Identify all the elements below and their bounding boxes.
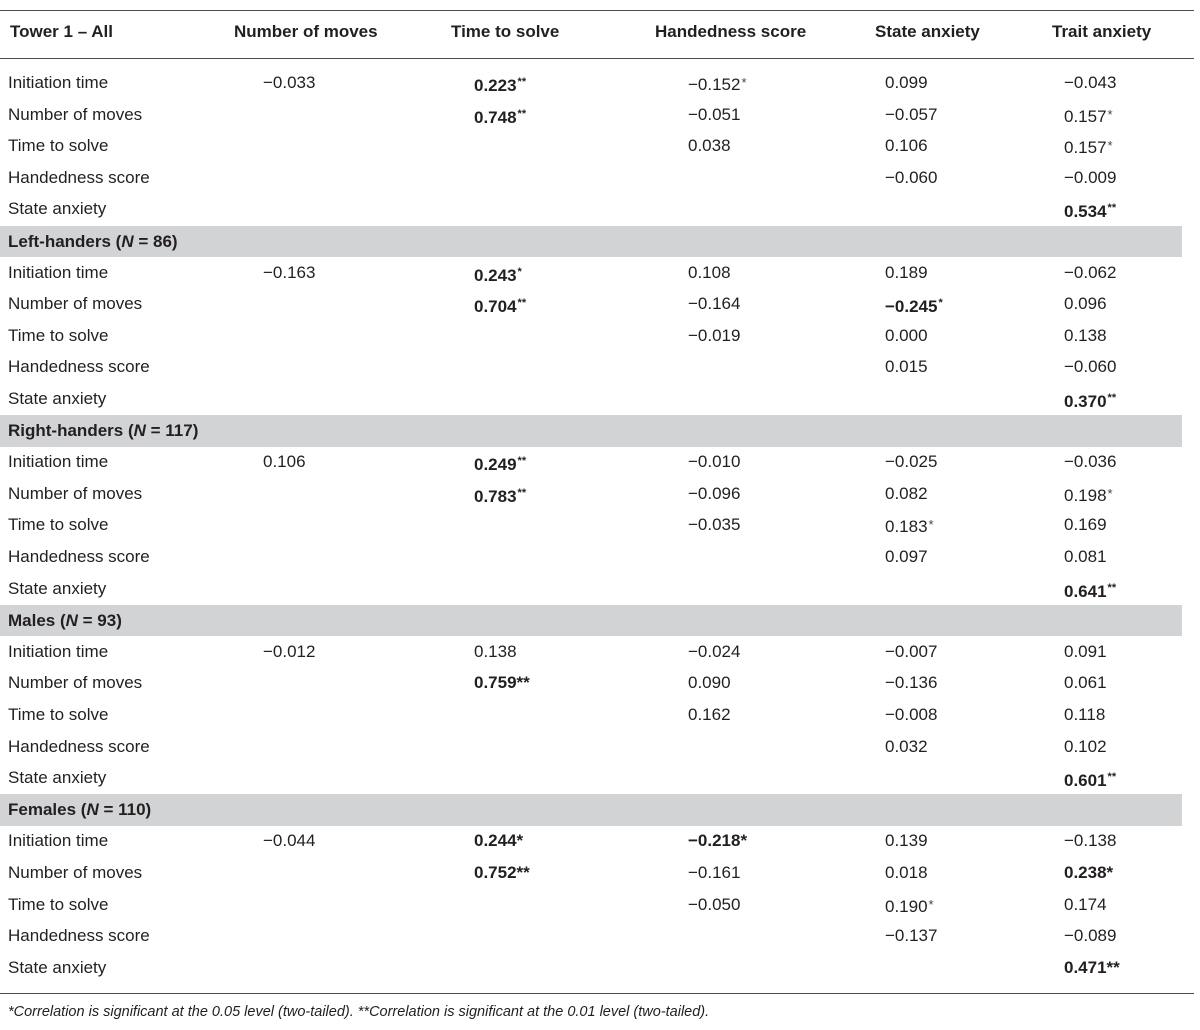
- table-row: [0, 99, 1182, 131]
- row-label: Number of moves: [8, 294, 143, 314]
- cell-value: −0.152: [688, 75, 741, 94]
- section-n-value: = 93): [77, 610, 122, 630]
- header-rule: [0, 58, 1194, 59]
- section-label-text: Left-handers (: [8, 231, 122, 251]
- row-label: Initiation time: [8, 831, 109, 851]
- cell-value: −0.161: [688, 863, 741, 882]
- section-label-text: Females (: [8, 800, 87, 820]
- table-row: [0, 478, 1182, 510]
- table-cell: [474, 99, 614, 134]
- table-row: [0, 288, 1182, 320]
- cell-value: 0.752**: [474, 863, 530, 882]
- table-cell: [688, 288, 828, 320]
- table-row: [0, 667, 1182, 699]
- section-n-symbol: N: [121, 231, 134, 251]
- section-header: [0, 794, 1182, 826]
- table-row: [0, 193, 1182, 225]
- row-label: Initiation time: [8, 262, 109, 282]
- table-cell: [474, 825, 614, 857]
- table-row: [0, 257, 1182, 289]
- cell-value: −0.051: [688, 104, 741, 124]
- section-label-text: Males (: [8, 610, 66, 630]
- table-cell: [1064, 857, 1200, 889]
- footnote: *Correlation is significant at the 0.05 level (two-tailed). **Correlation is significant at the 0.01 level (two-tailed).: [8, 1004, 710, 1020]
- table-cell: [1064, 541, 1200, 573]
- row-label: Handedness score: [8, 736, 150, 756]
- row-label: Handedness score: [8, 547, 150, 566]
- table-row: [0, 952, 1182, 984]
- table-cell: [1064, 573, 1200, 608]
- section-label: [8, 605, 122, 637]
- table-cell: [688, 636, 828, 668]
- table-cell: [1064, 288, 1200, 320]
- cell-value: 0.189: [885, 262, 928, 282]
- cell-value: 0.097: [885, 547, 928, 566]
- cell-value: 0.091: [1064, 641, 1107, 661]
- cell-value: −0.012: [263, 641, 316, 661]
- table-cell: [1064, 193, 1200, 228]
- cell-value: −0.007: [885, 641, 938, 661]
- cell-value: −0.050: [688, 894, 741, 914]
- header-handedness-score: Handedness score: [655, 22, 807, 41]
- cell-value: 0.704: [474, 297, 517, 317]
- significance-mark: *: [1107, 138, 1113, 154]
- table-cell: [263, 825, 403, 857]
- table-row: [0, 67, 1182, 99]
- cell-value: −0.218*: [688, 831, 748, 851]
- row-label: Time to solve: [8, 325, 109, 345]
- significance-mark: **: [517, 107, 527, 120]
- table-cell: [1064, 130, 1200, 164]
- cell-value: 0.183: [885, 517, 928, 537]
- table-row: [0, 320, 1182, 352]
- header-state-anxiety: State anxiety: [875, 22, 980, 41]
- table-cell: [1064, 667, 1200, 699]
- table-cell: [885, 99, 1025, 131]
- cell-value: 0.198: [1064, 485, 1107, 505]
- table-cell: [885, 667, 1025, 699]
- table-cell: [688, 509, 828, 541]
- row-label: Time to solve: [8, 705, 109, 724]
- cell-value: −0.137: [885, 926, 938, 946]
- section-header: [0, 226, 1182, 258]
- cell-value: 0.090: [688, 673, 731, 693]
- cell-value: −0.019: [688, 325, 741, 345]
- table-cell: [1064, 351, 1200, 383]
- table-cell: [1064, 731, 1200, 763]
- significance-mark: **: [517, 486, 527, 499]
- table-row: [0, 731, 1182, 763]
- cell-value: 0.082: [885, 483, 928, 503]
- table-cell: [885, 288, 1025, 323]
- cell-value: 0.032: [885, 736, 928, 756]
- cell-value: −0.024: [688, 641, 741, 661]
- cell-value: 0.102: [1064, 736, 1107, 756]
- cell-value: 0.748: [474, 107, 517, 127]
- table-cell: [474, 478, 614, 513]
- cell-value: 0.118: [1064, 705, 1106, 724]
- table-cell: [885, 857, 1025, 889]
- cell-value: 0.138: [474, 641, 517, 661]
- cell-value: 0.601: [1064, 771, 1107, 791]
- table-cell: [688, 825, 828, 857]
- cell-value: 0.106: [885, 136, 928, 156]
- significance-mark: *: [741, 75, 747, 90]
- table-cell: [1064, 952, 1200, 984]
- table-cell: [1064, 478, 1200, 512]
- row-label: Handedness score: [8, 926, 150, 946]
- table-row: [0, 383, 1182, 415]
- table-row: [0, 573, 1182, 605]
- table-row: [0, 825, 1182, 857]
- cell-value: 0.162: [688, 705, 731, 724]
- cell-value: 0.139: [885, 831, 928, 851]
- table-row: [0, 162, 1182, 194]
- cell-value: 0.081: [1064, 547, 1107, 566]
- cell-value: 0.106: [263, 452, 306, 472]
- row-label: State anxiety: [8, 578, 107, 598]
- table-cell: [1064, 257, 1200, 289]
- table-cell: [474, 636, 614, 668]
- cell-value: 0.157: [1064, 106, 1107, 126]
- cell-value: −0.033: [263, 73, 316, 92]
- table-cell: [474, 288, 614, 323]
- table-cell: [1064, 446, 1200, 478]
- table-cell: [1064, 99, 1200, 133]
- cell-value: −0.036: [1064, 452, 1117, 472]
- row-label: Time to solve: [8, 515, 109, 535]
- table-row: [0, 541, 1182, 573]
- section-n-symbol: N: [133, 421, 146, 441]
- table-cell: [885, 130, 1025, 162]
- row-label: Time to solve: [8, 136, 109, 156]
- row-label: Number of moves: [8, 104, 143, 124]
- table-cell: [474, 257, 614, 292]
- cell-value: −0.089: [1064, 926, 1117, 946]
- cell-value: −0.062: [1064, 262, 1117, 282]
- table-row: [0, 857, 1182, 889]
- table-cell: [1064, 889, 1200, 921]
- cell-value: 0.190: [885, 896, 928, 916]
- section-label: [8, 415, 198, 447]
- table-cell: [1064, 920, 1200, 952]
- significance-mark: *: [1107, 106, 1113, 122]
- cell-value: 0.759**: [474, 673, 530, 693]
- cell-value: −0.136: [885, 673, 938, 693]
- header-trait-anxiety: Trait anxiety: [1052, 22, 1152, 41]
- table-cell: [688, 478, 828, 510]
- cell-value: 0.370: [1064, 392, 1107, 411]
- table-cell: [1064, 825, 1200, 857]
- cell-value: 0.099: [885, 73, 928, 92]
- table-cell: [885, 541, 1025, 573]
- table-row: [0, 889, 1182, 921]
- row-label: Initiation time: [8, 641, 109, 661]
- cell-value: 0.244*: [474, 831, 524, 851]
- cell-value: 0.223: [474, 76, 517, 95]
- table-cell: [885, 67, 1025, 99]
- table-cell: [474, 446, 614, 481]
- cell-value: 0.018: [885, 863, 928, 882]
- significance-mark: **: [1107, 581, 1117, 594]
- header-time-to-solve: Time to solve: [451, 22, 560, 41]
- table-row: [0, 699, 1182, 731]
- cell-value: 0.783: [474, 486, 517, 506]
- table-cell: [1064, 383, 1200, 418]
- cell-value: 0.249: [474, 455, 517, 475]
- table-cell: [885, 446, 1025, 478]
- section-n-value: = 86): [133, 231, 178, 251]
- row-label: Handedness score: [8, 357, 150, 377]
- row-label: State anxiety: [8, 389, 107, 408]
- table-cell: [263, 257, 403, 289]
- table-row: [0, 351, 1182, 383]
- cell-value: −0.043: [1064, 73, 1117, 92]
- section-header: [0, 605, 1182, 637]
- significance-mark: *: [928, 896, 934, 912]
- section-header: [0, 415, 1182, 447]
- table-cell: [263, 446, 403, 478]
- table-cell: [885, 257, 1025, 289]
- row-label: Initiation time: [8, 452, 109, 472]
- table-cell: [885, 699, 1025, 731]
- row-label: Handedness score: [8, 167, 150, 187]
- significance-mark: *: [517, 265, 522, 278]
- section-n-symbol: N: [65, 610, 78, 630]
- table-row: [0, 762, 1182, 794]
- cell-value: −0.138: [1064, 831, 1117, 851]
- cell-value: 0.061: [1064, 673, 1107, 693]
- table-cell: [885, 920, 1025, 952]
- cell-value: 0.015: [885, 357, 928, 377]
- table-row: [0, 130, 1182, 162]
- table-cell: [688, 446, 828, 478]
- cell-value: −0.009: [1064, 167, 1117, 187]
- significance-mark: *: [928, 517, 934, 533]
- table-cell: [688, 130, 828, 162]
- significance-mark: **: [1107, 202, 1117, 215]
- row-label: Initiation time: [8, 73, 109, 92]
- cell-value: −0.163: [263, 262, 316, 282]
- significance-mark: *: [938, 297, 943, 310]
- cell-value: 0.174: [1064, 894, 1107, 914]
- cell-value: −0.060: [1064, 357, 1117, 377]
- table-cell: [474, 857, 614, 889]
- table-row: [0, 509, 1182, 541]
- table-cell: [688, 889, 828, 921]
- significance-mark: **: [517, 455, 527, 468]
- header-corner: Tower 1 – All: [10, 22, 113, 41]
- table-cell: [263, 67, 403, 99]
- section-n-value: = 110): [98, 800, 152, 820]
- cell-value: 0.108: [688, 262, 731, 282]
- table-cell: [885, 320, 1025, 352]
- table-cell: [1064, 67, 1200, 99]
- section-n-symbol: N: [86, 800, 99, 820]
- table-cell: [885, 509, 1025, 543]
- table-cell: [885, 636, 1025, 668]
- cell-value: 0.641: [1064, 581, 1107, 601]
- table-row: [0, 446, 1182, 478]
- row-label: State anxiety: [8, 768, 107, 788]
- header-number-of-moves: Number of moves: [234, 22, 378, 41]
- table-cell: [688, 699, 828, 731]
- cell-value: −0.010: [688, 452, 741, 472]
- table-cell: [885, 731, 1025, 763]
- cell-value: 0.238*: [1064, 863, 1114, 882]
- table-cell: [688, 320, 828, 352]
- table-row: [0, 920, 1182, 952]
- cell-value: −0.035: [688, 515, 741, 535]
- table-cell: [474, 67, 614, 102]
- table-cell: [688, 857, 828, 889]
- table-cell: [1064, 699, 1200, 731]
- table-cell: [474, 667, 614, 699]
- table-cell: [885, 162, 1025, 194]
- table-cell: [885, 351, 1025, 383]
- significance-mark: *: [1107, 485, 1113, 501]
- cell-value: 0.000: [885, 325, 928, 345]
- table-cell: [1064, 320, 1200, 352]
- cell-value: −0.025: [885, 452, 938, 472]
- table-cell: [688, 67, 828, 101]
- significance-mark: **: [1107, 771, 1117, 784]
- cell-value: 0.534: [1064, 202, 1107, 222]
- row-label: Number of moves: [8, 673, 143, 693]
- row-label: State anxiety: [8, 199, 107, 219]
- row-label: Number of moves: [8, 863, 143, 882]
- cell-value: 0.038: [688, 136, 731, 156]
- table-cell: [688, 99, 828, 131]
- section-label: [8, 226, 178, 258]
- table-cell: [1064, 636, 1200, 668]
- table-cell: [1064, 762, 1200, 797]
- cell-value: 0.169: [1064, 515, 1107, 535]
- row-label: Time to solve: [8, 894, 109, 914]
- table-cell: [1064, 509, 1200, 541]
- table-cell: [1064, 162, 1200, 194]
- top-rule: [0, 10, 1194, 11]
- cell-value: −0.245: [885, 297, 938, 317]
- cell-value: 0.471**: [1064, 957, 1120, 977]
- cell-value: 0.138: [1064, 325, 1107, 345]
- significance-mark: **: [517, 297, 527, 310]
- section-label-text: Right-handers (: [8, 421, 134, 441]
- cell-value: 0.096: [1064, 294, 1107, 314]
- bottom-rule: [0, 993, 1194, 994]
- cell-value: 0.243: [474, 265, 517, 285]
- table-cell: [688, 257, 828, 289]
- section-label: [8, 794, 151, 826]
- cell-value: −0.044: [263, 831, 316, 851]
- row-label: Number of moves: [8, 483, 143, 503]
- table-cell: [885, 478, 1025, 510]
- table-cell: [885, 889, 1025, 923]
- cell-value: 0.157: [1064, 138, 1107, 158]
- cell-value: −0.164: [688, 294, 741, 314]
- table-cell: [263, 636, 403, 668]
- table-cell: [885, 825, 1025, 857]
- cell-value: −0.008: [885, 705, 938, 724]
- table-row: [0, 636, 1182, 668]
- cell-value: −0.096: [688, 483, 741, 503]
- significance-mark: **: [517, 76, 527, 88]
- section-n-value: = 117): [145, 421, 199, 441]
- table-cell: [688, 667, 828, 699]
- cell-value: −0.057: [885, 104, 938, 124]
- significance-mark: **: [1107, 392, 1117, 404]
- cell-value: −0.060: [885, 167, 938, 187]
- row-label: State anxiety: [8, 957, 107, 977]
